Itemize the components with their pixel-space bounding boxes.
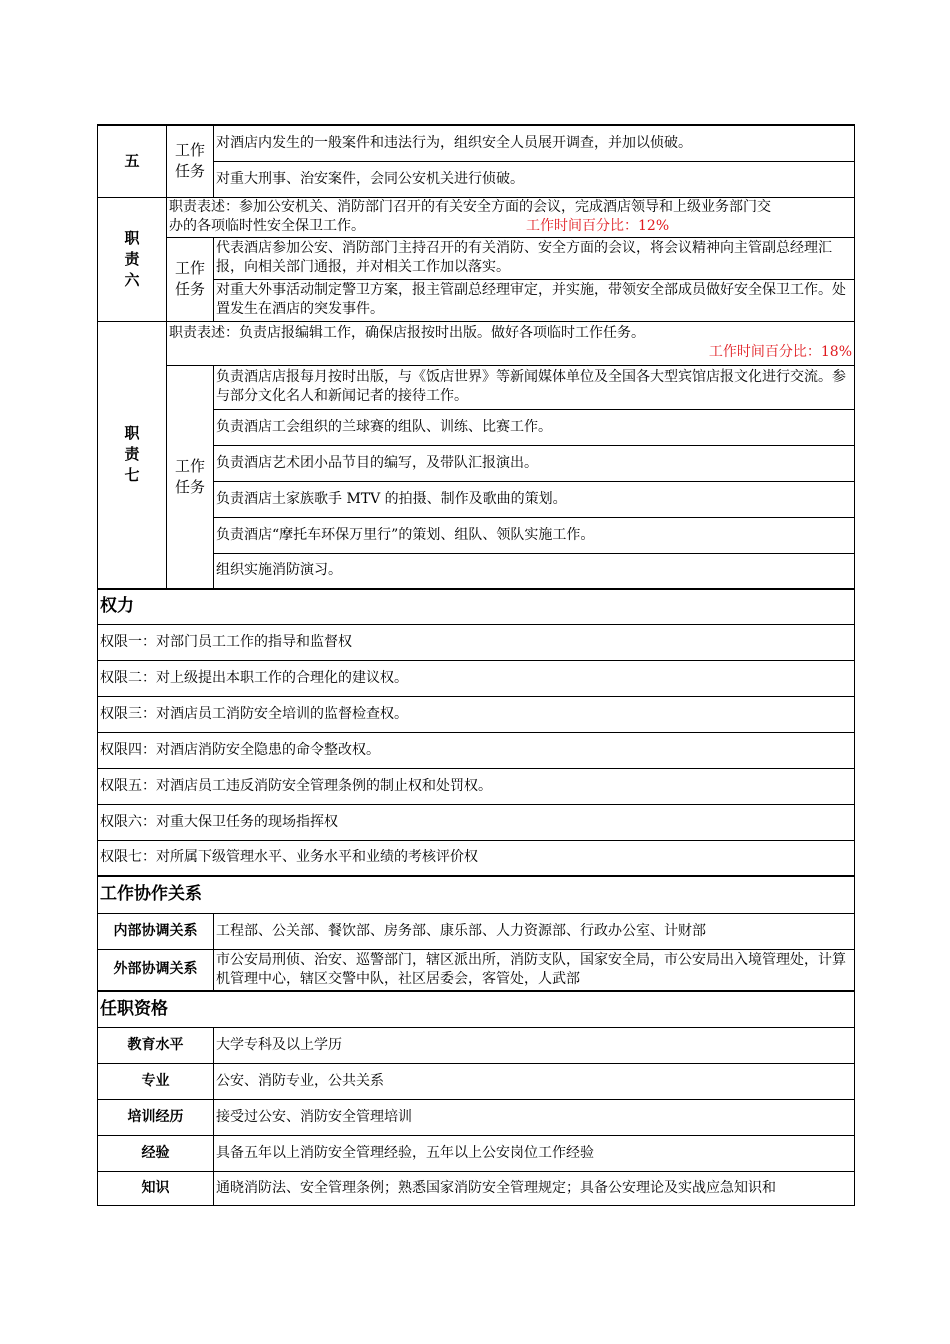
duty7-task-row-1 (98, 365, 855, 409)
duty5-task-1: 对酒店内发生的一般案件和违法行为，组织安全人员展开调查，并加以侦破。 (214, 125, 855, 161)
cooperation-header-row (98, 876, 855, 913)
authority-item-7: 权限七：对所属下级管理水平、业务水平和业绩的考核评价权 (98, 840, 855, 876)
authority-row (98, 624, 855, 660)
training-value: 接受过公安、消防安全管理培训 (214, 1099, 855, 1135)
duty7-task-1: 负责酒店店报每月按时出版，与《饭店世界》等新闻媒体单位及全国各大型宾馆店报文化进行交流。参与部分文化名人和新闻记者的接待工作。 (214, 365, 855, 409)
external-cooperation-row (98, 949, 855, 991)
authority-item-4: 权限四：对酒店消防安全隐患的命令整改权。 (98, 732, 855, 768)
authority-item-2: 权限二：对上级提出本职工作的合理化的建议权。 (98, 660, 855, 696)
experience-value: 具备五年以上消防安全管理经验，五年以上公安岗位工作经验 (214, 1135, 855, 1171)
major-label: 专业 (98, 1063, 214, 1099)
duty7-task-6: 组织实施消防演习。 (214, 553, 855, 589)
training-label: 培训经历 (98, 1099, 214, 1135)
qualification-row (98, 1063, 855, 1099)
qualification-title: 任职资格 (98, 991, 855, 1027)
duty7-time-percentage: 工作时间百分比：18% (708, 344, 852, 360)
education-value: 大学专科及以上学历 (214, 1027, 855, 1063)
authority-row (98, 804, 855, 840)
authority-row (98, 840, 855, 876)
qualification-row (98, 1135, 855, 1171)
authority-item-1: 权限一：对部门员工工作的指导和监督权 (98, 624, 855, 660)
authority-row (98, 660, 855, 696)
qualification-header-row (98, 991, 855, 1027)
authority-title: 权力 (98, 589, 855, 624)
duty6-task-2: 对重大外事活动制定警卫方案，报主管副总经理审定，并实施，带领安全部成员做好安全保卫工作。处置发生在酒店的突发事件。 (214, 279, 855, 321)
duty6-statement (167, 197, 855, 237)
cooperation-title: 工作协作关系 (98, 876, 855, 913)
internal-cooperation-row (98, 913, 855, 949)
duty6-statement-row (98, 197, 855, 237)
authority-item-6: 权限六：对重大保卫任务的现场指挥权 (98, 804, 855, 840)
external-cooperation-value: 市公安局刑侦、治安、巡警部门，辖区派出所，消防支队，国家安全局，市公安局出入境管理处，计算机管理中心，辖区交警中队，社区居委会，客管处，人武部 (214, 949, 855, 991)
duty6-task-1: 代表酒店参加公安、消防部门主持召开的有关消防、安全方面的会议，将会议精神向主管副总经理汇报，向相关部门通报，并对相关工作加以落实。 (214, 237, 855, 279)
duty7-statement-text: 职责表述：负责店报编辑工作，确保店报按时出版。做好各项临时工作任务。 (169, 325, 645, 341)
knowledge-label: 知识 (98, 1171, 214, 1205)
duty6-task-label: 工作任务 (167, 237, 214, 321)
authority-row (98, 768, 855, 804)
duty6-time-percentage: 工作时间百分比：12% (526, 218, 670, 234)
duty5-task-label: 工作任务 (167, 125, 214, 197)
job-description-document (97, 124, 854, 1206)
duty6-label: 职 责 六 (98, 197, 167, 321)
authority-item-3: 权限三：对酒店员工消防安全培训的监督检查权。 (98, 696, 855, 732)
duty5-row-1 (98, 125, 855, 161)
duty7-task-4: 负责酒店土家族歌手 MTV 的拍摄、制作及歌曲的策划。 (214, 481, 855, 517)
authority-row (98, 732, 855, 768)
duty6-statement-text: 办的各项临时性安全保卫工作。 (169, 218, 365, 234)
authority-row (98, 696, 855, 732)
duty5-label: 五 (98, 125, 167, 197)
duty7-label: 职 责 七 (98, 321, 167, 589)
authority-item-5: 权限五：对酒店员工违反消防安全管理条例的制止权和处罚权。 (98, 768, 855, 804)
internal-cooperation-label: 内部协调关系 (98, 913, 214, 949)
duty7-task-label: 工作任务 (167, 365, 214, 589)
qualification-row (98, 1171, 855, 1205)
duty6-statement-line-1: 职责表述：参加公安机关、消防部门召开的有关安全方面的会议，完成酒店领导和上级业务部门交 (169, 199, 771, 215)
authority-header-row (98, 589, 855, 624)
qualification-row (98, 1027, 855, 1063)
duty5-task-2: 对重大刑事、治安案件，会同公安机关进行侦破。 (214, 161, 855, 197)
duty6-statement-line-2 (169, 217, 852, 236)
duty7-task-2: 负责酒店工会组织的兰球赛的组队、训练、比赛工作。 (214, 409, 855, 445)
duty7-task-5: 负责酒店“摩托车环保万里行”的策划、组队、领队实施工作。 (214, 517, 855, 553)
duty7-task-3: 负责酒店艺术团小品节目的编写，及带队汇报演出。 (214, 445, 855, 481)
qualification-row (98, 1099, 855, 1135)
knowledge-value: 通晓消防法、安全管理条例；熟悉国家消防安全管理规定；具备公安理论及实战应急知识和 (214, 1171, 855, 1205)
education-label: 教育水平 (98, 1027, 214, 1063)
duties-table (97, 124, 855, 1206)
internal-cooperation-value: 工程部、公关部、餐饮部、房务部、康乐部、人力资源部、行政办公室、计财部 (214, 913, 855, 949)
duty7-statement-row (98, 321, 855, 365)
major-value: 公安、消防专业，公共关系 (214, 1063, 855, 1099)
duty7-statement (167, 321, 855, 365)
external-cooperation-label: 外部协调关系 (98, 949, 214, 991)
duty6-task-row-1 (98, 237, 855, 279)
experience-label: 经验 (98, 1135, 214, 1171)
